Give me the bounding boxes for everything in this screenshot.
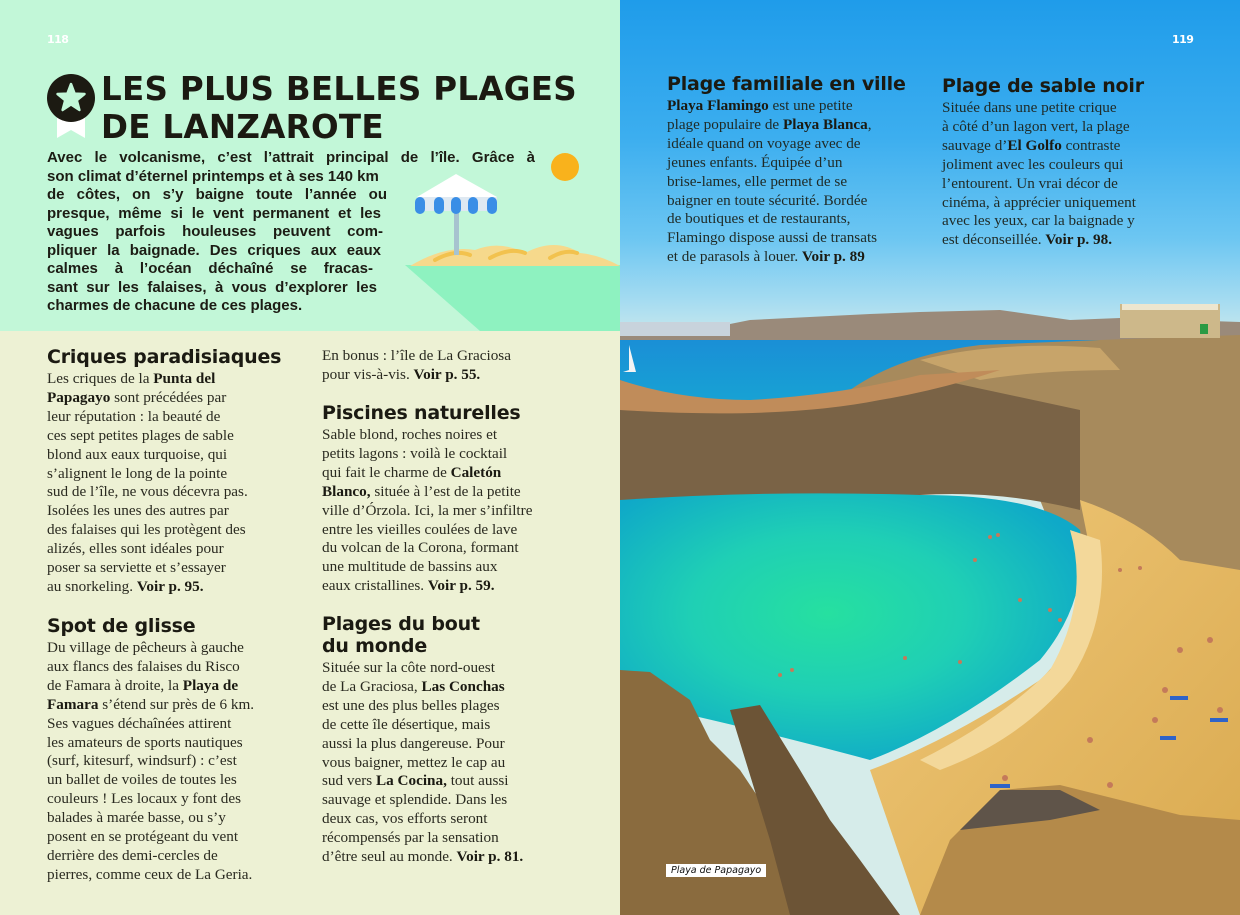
title-line-2: DE LANZAROTE	[101, 108, 384, 146]
text-run: l’entourent. Un vrai décor de	[942, 174, 1118, 192]
text-line	[322, 735, 587, 754]
text-run: tout aussi	[446, 772, 509, 790]
bold-text: La Cocina,	[376, 772, 447, 790]
text-run: aux flancs des falaises du Risco	[47, 657, 240, 675]
text-run: ,	[867, 115, 872, 133]
intro-line: son climat d’éternel printemps et à ses 140 km	[47, 167, 379, 185]
text-run: eaux cristallines.	[322, 577, 428, 595]
text-line	[942, 212, 1232, 231]
section-plages-du-bout-du-monde	[322, 613, 587, 867]
text-line	[47, 408, 312, 427]
section-body	[667, 97, 957, 267]
text-line	[667, 135, 957, 154]
text-line	[47, 809, 312, 828]
text-run: Isolées les unes des autres par	[47, 502, 229, 520]
intro-line: sant sur les falaises, à vous d’explorer les	[47, 278, 377, 296]
text-run: située à l’est de la petite	[370, 482, 521, 500]
text-run: vous baigner, mettez le cap au	[322, 753, 506, 771]
bold-text: Voir p. 81.	[456, 848, 524, 866]
text-line	[47, 578, 312, 597]
text-run: sauvage d’	[942, 136, 1008, 154]
bold-text: Playa de	[182, 676, 239, 694]
text-run: joliment avec les couleurs qui	[942, 155, 1124, 173]
text-line	[942, 99, 1232, 118]
page-number-right: 119	[1172, 33, 1194, 46]
text-run: leur réputation : la beauté de	[47, 407, 221, 425]
bold-text: Playa Blanca	[782, 115, 868, 133]
bold-text: Punta del	[153, 370, 216, 387]
text-run: est déconseillée.	[942, 231, 1046, 249]
text-run: avec les yeux, car la baignade y	[942, 212, 1135, 230]
text-line	[47, 446, 312, 465]
bold-text: Blanco,	[322, 482, 371, 500]
text-run: qui fait le charme de	[322, 463, 451, 481]
page-title	[101, 70, 577, 146]
text-run: de Famara à droite, la	[47, 676, 183, 694]
text-run: entre les vieilles coulées de lave	[322, 520, 518, 538]
text-run: de boutiques et de restaurants,	[667, 210, 851, 228]
text-run: idéale quand on voyage avec de	[667, 134, 861, 152]
text-run: Flamingo dispose aussi de transats	[667, 229, 878, 247]
text-run: à côté d’un lagon vert, la plage	[942, 117, 1130, 135]
intro-line: Avec le volcanisme, c’est l’attrait principal de l’île. Grâce à	[47, 149, 535, 166]
bold-text: Caletón	[450, 463, 502, 481]
intro-line: pliquer la baignade. Des criques aux eaux	[47, 241, 381, 259]
text-run: sud de l’île, ne vous décevra pas.	[47, 483, 248, 501]
bold-text: Voir p. 55.	[413, 365, 481, 383]
intro-line: vagues parfois houleuses peuvent com-	[47, 223, 383, 240]
text-line	[667, 210, 957, 229]
text-line	[47, 752, 312, 771]
section-body	[47, 639, 312, 885]
text-run: Les criques de la	[47, 370, 154, 387]
text-line	[322, 754, 587, 773]
bold-text: Papagayo	[47, 388, 111, 406]
text-run: récompensés par la sensation	[322, 829, 499, 847]
bold-text: El Golfo	[1007, 136, 1062, 154]
text-line	[942, 175, 1232, 194]
text-line	[667, 173, 957, 192]
text-run: Située dans une petite crique	[942, 99, 1117, 116]
text-line	[942, 118, 1232, 137]
text-line	[322, 810, 587, 829]
text-line	[942, 137, 1232, 156]
section-body	[322, 659, 587, 867]
text-line	[47, 502, 312, 521]
section-title: Plage de sable noir	[942, 75, 1144, 97]
section-plage-de-sable-noir	[942, 75, 1232, 250]
section-title	[322, 613, 587, 657]
text-line	[322, 464, 587, 483]
text-line	[47, 465, 312, 484]
text-run: baigner en toute sécurité. Bordée	[667, 191, 868, 209]
text-run: ville d’Órzola. Ici, la mer s’infiltre	[322, 501, 533, 519]
text-line	[47, 715, 312, 734]
section-spot-de-glisse	[47, 615, 312, 885]
section-plage-familiale-en-ville	[667, 73, 957, 267]
section-body	[47, 370, 312, 597]
text-line	[942, 156, 1232, 175]
intro-band	[0, 0, 620, 331]
text-run: sauvage et splendide. Dans les	[322, 791, 508, 809]
text-line	[322, 791, 587, 810]
text-line	[667, 97, 957, 116]
text-line	[47, 771, 312, 790]
text-run: est une petite	[768, 97, 853, 114]
text-line	[322, 678, 587, 697]
text-line	[47, 540, 312, 559]
text-run: de cette île désertique, mais	[322, 715, 491, 733]
title-line-1: LES PLUS BELLES PLAGES	[101, 70, 577, 108]
text-run: des falaises qui les protègent des	[47, 521, 246, 539]
text-run: petits lagons : voilà le cocktail	[322, 444, 508, 462]
text-line	[322, 848, 587, 867]
page-number-left: 118	[47, 33, 69, 46]
text-run: de La Graciosa,	[322, 677, 422, 695]
text-line	[47, 790, 312, 809]
section-piscines-naturelles	[322, 402, 587, 596]
text-line	[47, 696, 312, 715]
text-run: (surf, kitesurf, windsurf) : c’est	[47, 752, 237, 770]
text-line	[322, 539, 587, 558]
text-run: s’alignent le long de la pointe	[47, 464, 228, 482]
text-run: Sable blond, roches noires et	[322, 426, 498, 443]
section-criques-paradisiaques	[47, 346, 312, 597]
text-run: En bonus : l’île de La Graciosa	[322, 347, 511, 364]
title-line: Plages du bout	[322, 613, 480, 635]
text-run: pierres, comme ceux de La Geria.	[47, 865, 253, 883]
text-run: blond aux eaux turquoise, qui	[47, 445, 228, 463]
text-line	[942, 194, 1232, 213]
text-line	[322, 426, 587, 445]
bold-text: Playa Flamingo	[667, 97, 769, 114]
section-body	[942, 99, 1232, 250]
title-line: du monde	[322, 635, 428, 657]
text-line	[942, 231, 1232, 250]
text-line	[322, 697, 587, 716]
text-run: deux cas, vos efforts seront	[322, 810, 488, 828]
intro-line: presque, même si le vent permanent et les	[47, 204, 381, 222]
text-line	[322, 659, 587, 678]
text-run: couleurs ! Les locaux y font des	[47, 790, 242, 808]
section-body	[322, 426, 587, 596]
text-line	[47, 559, 312, 578]
text-run: s’étend sur près de 6 km.	[98, 695, 255, 713]
text-line	[322, 558, 587, 577]
star-ribbon-badge-icon	[45, 74, 97, 140]
bold-text: Voir p. 98.	[1045, 231, 1113, 249]
text-line	[47, 521, 312, 540]
beach-photo-playa-de-papagayo	[620, 300, 1240, 915]
section-title: Criques paradisiaques	[47, 346, 282, 368]
section-title: Piscines naturelles	[322, 402, 521, 424]
text-run: sont précédées par	[110, 388, 227, 406]
text-run: posent en se protégeant du vent	[47, 828, 239, 846]
intro-paragraph	[47, 149, 537, 316]
text-line	[47, 658, 312, 677]
text-run: au snorkeling.	[47, 577, 137, 595]
text-line	[667, 229, 957, 248]
text-line	[322, 829, 587, 848]
text-run: ces sept petites plages de sable	[47, 426, 234, 444]
right-page	[620, 0, 1240, 915]
text-run: plage populaire de	[667, 115, 783, 133]
text-run: d’être seul au monde.	[322, 848, 457, 866]
text-run: Ses vagues déchaînées attirent	[47, 714, 232, 732]
text-line	[47, 828, 312, 847]
text-line	[47, 866, 312, 885]
text-line	[47, 427, 312, 446]
text-line	[47, 483, 312, 502]
text-run: du volcan de la Corona, formant	[322, 539, 519, 557]
text-run: sud vers	[322, 772, 376, 790]
text-run: un ballet de voiles de toutes les	[47, 771, 237, 789]
text-line	[322, 521, 587, 540]
text-line	[47, 370, 312, 389]
text-run: est une des plus belles plages	[322, 696, 500, 714]
text-line	[322, 445, 587, 464]
text-run: aussi la plus dangereuse. Pour	[322, 734, 505, 752]
text-line	[667, 248, 957, 267]
text-line	[47, 734, 312, 753]
bold-text: Las Conchas	[421, 677, 505, 695]
intro-line: calmes à l’océan déchaîné se fracas-	[47, 260, 373, 277]
intro-line: charmes de chacune de ces plages.	[47, 297, 303, 314]
intro-line: de côtes, on s’y baigne toute l’année ou	[47, 186, 387, 203]
text-line	[667, 192, 957, 211]
bold-text: Voir p. 59.	[427, 577, 495, 595]
bold-text: Voir p. 95.	[136, 577, 204, 595]
section-title: Plage familiale en ville	[667, 73, 906, 95]
text-line	[322, 502, 587, 521]
section-title: Spot de glisse	[47, 615, 196, 637]
text-line	[322, 483, 587, 502]
text-run: balades à marée basse, ou s’y	[47, 809, 226, 827]
text-run: les amateurs de sports nautiques	[47, 733, 243, 751]
text-run: Du village de pêcheurs à gauche	[47, 639, 244, 656]
bold-text: Famara	[47, 695, 99, 713]
text-run: contraste	[1061, 136, 1121, 154]
text-line	[322, 577, 587, 596]
text-run: jeunes enfants. Équipée d’un	[667, 153, 843, 171]
text-line	[47, 847, 312, 866]
text-line	[322, 366, 587, 385]
text-run: une multitude de bassins aux	[322, 558, 498, 576]
text-run: derrière des demi-cercles de	[47, 846, 218, 864]
text-run: Située sur la côte nord-ouest	[322, 659, 495, 676]
text-run: et de parasols à louer.	[667, 248, 802, 266]
section-body	[322, 347, 587, 385]
text-line	[47, 639, 312, 658]
text-line	[47, 677, 312, 696]
text-line	[667, 154, 957, 173]
section-bonus	[322, 347, 587, 385]
text-run: cinéma, à apprécier uniquement	[942, 193, 1136, 211]
text-run: brise-lames, elle permet de se	[667, 172, 848, 190]
photo-caption: Playa de Papagayo	[666, 864, 766, 877]
text-run: poser sa serviette et s’essayer	[47, 559, 226, 577]
text-line	[322, 347, 587, 366]
text-line	[47, 389, 312, 408]
text-run: alizés, elles sont idéales pour	[47, 540, 224, 558]
bold-text: Voir p. 89	[801, 248, 865, 266]
text-line	[667, 116, 957, 135]
text-line	[322, 716, 587, 735]
text-run: pour vis-à-vis.	[322, 365, 414, 383]
text-line	[322, 772, 587, 791]
